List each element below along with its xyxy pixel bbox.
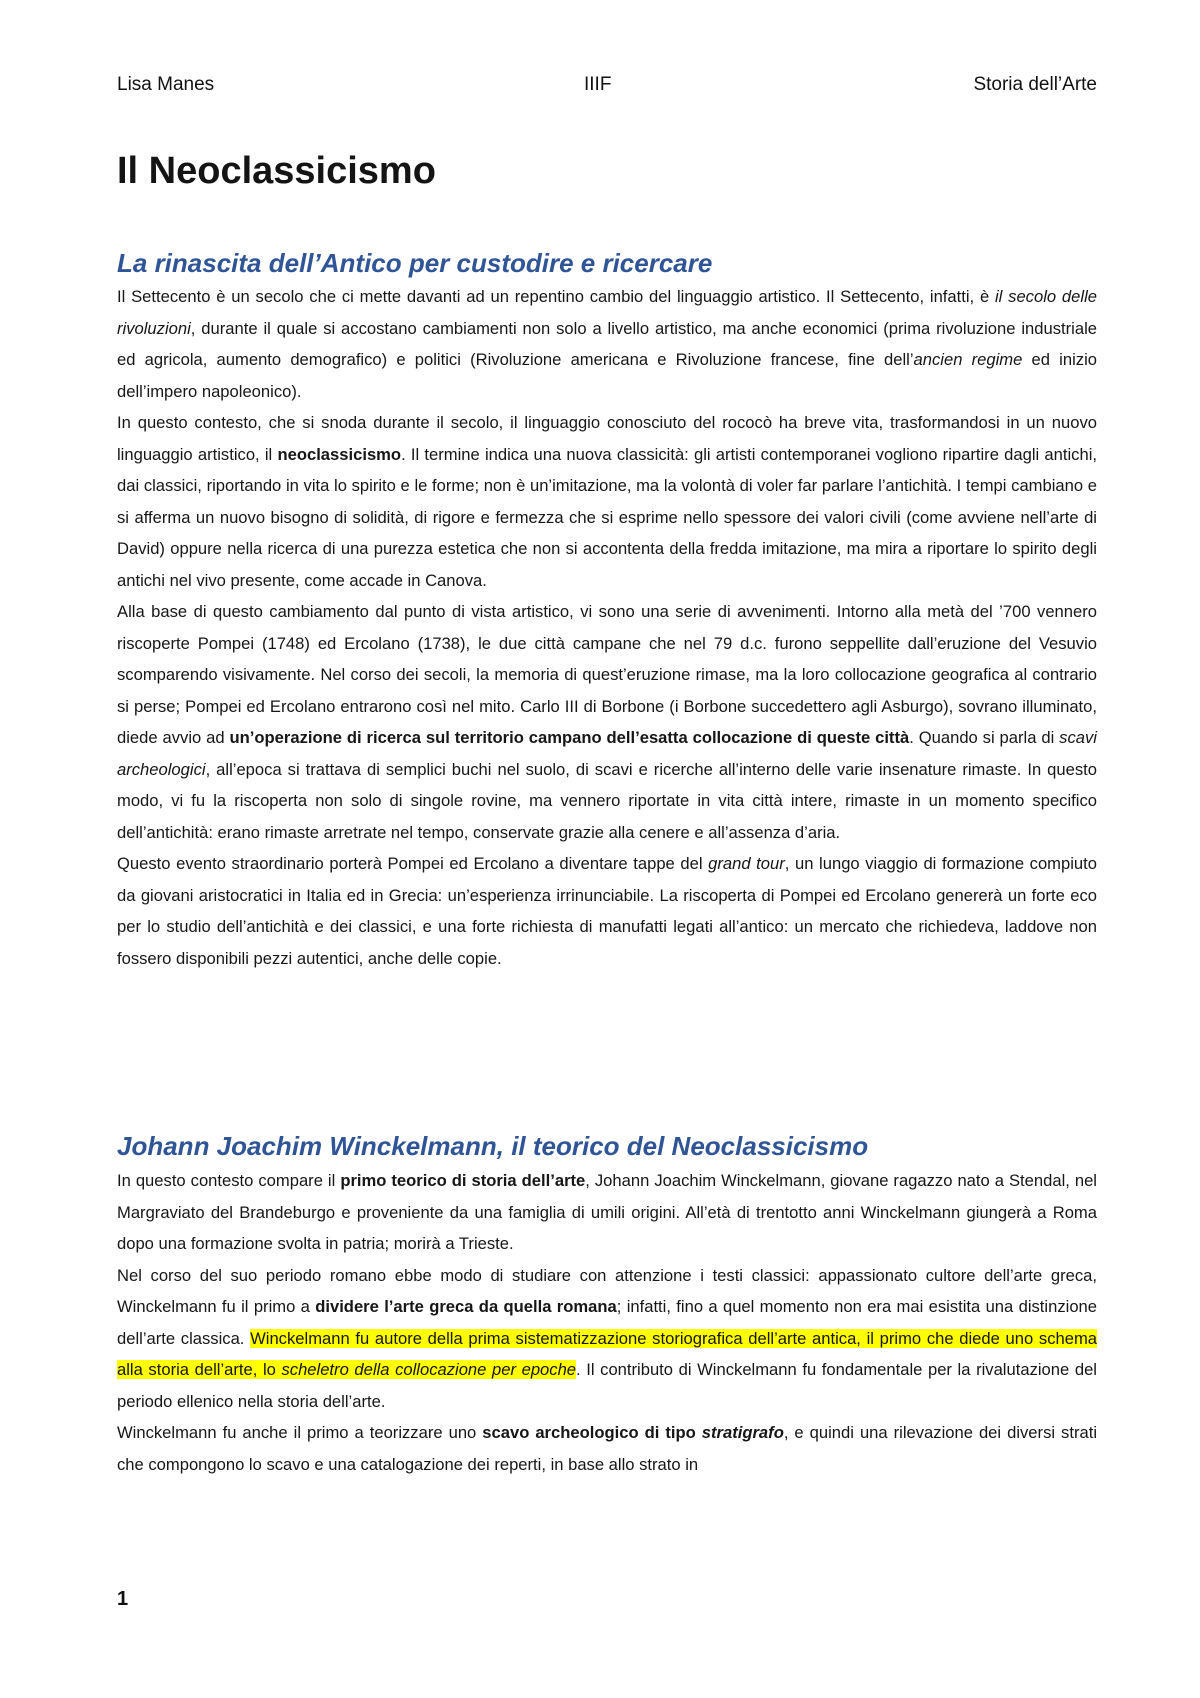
bold-text: un’operazione di ricerca sul territorio campano dell’esatta collocazione di queste città [229, 728, 910, 747]
text-run: Il Settecento è un secolo che ci mette davanti ad un repentino cambio del linguaggio artistico. Il Settecento, infatti, è [117, 287, 995, 306]
section-body-rinascita [117, 281, 1097, 974]
header-subject: Storia dell’Arte [973, 74, 1097, 95]
italic-text: ancien regime [913, 350, 1023, 369]
bold-text: scavo archeologico di tipo [482, 1423, 702, 1442]
header-author: Lisa Manes [117, 74, 215, 95]
highlighted-text: Winckelmann fu autore della prima sistematizzazione storiografica dell’arte antica, il primo che diede uno schema alla storia dell’arte, lo [117, 1328, 1097, 1379]
text-run: . Il contributo di Winckelmann fu fondamentale per la rivalutazione del periodo ellenico nella storia dell’arte. [117, 1360, 1097, 1411]
text-run: ed inizio dell’impero napoleonico). [117, 350, 1097, 401]
text-run: In questo contesto, che si snoda durante il secolo, il linguaggio conosciuto del rococò ha breve vita, trasformandosi in un nuovo linguaggio artistico, il [117, 413, 1097, 464]
highlighted-italic-text: scheletro della collocazione per epoche [281, 1360, 577, 1379]
bold-text: neoclassicismo [277, 444, 402, 464]
italic-text: il secolo delle rivoluzioni [117, 287, 1097, 338]
italic-text: scavi archeologici [117, 728, 1097, 779]
paragraph [117, 848, 1097, 974]
text-run: Alla base di questo cambiamento dal punto di vista artistico, vi sono una serie di avvenimenti. Intorno alla metà del ’700 vennero riscoperte Pompei (1748) ed Ercolano (1738), le due città campane che nel 79 d.c. furono seppellite dall’eruzione del Vesuvio scomparendo visivamente. Nel corso dei secoli, la memoria di quest’eruzione rimase, ma la loro collocazione geografica al contrario si perse; Pompei ed Ercolano entrarono così nel mito. Carlo III di Borbone (i Borbone succedettero agli Asburgo), sovrano illuminato, diede avvio ad [117, 602, 1097, 747]
paragraph [117, 1165, 1097, 1260]
running-header [117, 74, 1097, 100]
text-run: , durante il quale si accostano cambiamenti non solo a livello artistico, ma anche economici (prima rivoluzione industriale ed agricola, aumento demografico) e politici (Rivoluzione americana e Rivoluzione francese, fine dell’ [117, 318, 1097, 369]
text-run: In questo contesto compare il [117, 1171, 341, 1190]
text-run: , Johann Joachim Winckelmann, giovane ragazzo nato a Stendal, nel Margraviato del Brandeburgo e proveniente da una famiglia di umili origini. All’età di trentotto anni Winckelmann giungerà a Roma dopo una formazione svolta in patria; morirà a Trieste. [117, 1171, 1097, 1253]
paragraph [117, 596, 1097, 848]
section-body-winckelmann [117, 1165, 1097, 1480]
text-run: . Quando si parla di [909, 728, 1060, 747]
text-run: , un lungo viaggio di formazione compiuto da giovani aristocratici in Italia ed in Grecia: un’esperienza irrinunciabile. La riscoperta di Pompei ed Ercolano genererà un forte eco per lo studio dell’antichità e dei classici, e una forte richiesta di manufatti legati all’antico: un mercato che richiedeva, laddove non fossero disponibili pezzi autentici, anche delle copie. [117, 854, 1097, 968]
paragraph [117, 281, 1097, 407]
text-run: . Il termine indica una nuova classicità: gli artisti contemporanei vogliono ripartire dagli antichi, dai classici, riportando in vita lo spirito e le forme; non è un’imitazione, ma la volontà di voler far parlare l’antichità. I tempi cambiano e si afferma un nuovo bisogno di solidità, di rigore e fermezza che si esprime nello spessore dei valori civili (come avviene nell’arte di David) oppure nella ricerca di una purezza estetica che non si accontenta della fredda imitazione, ma mira a riportare lo spirito degli antichi nel vivo presente, come accade in Canova. [117, 444, 1097, 590]
text-run: ; infatti, fino a quel momento non era mai esistita una distinzione dell’arte classica. [117, 1297, 1098, 1348]
text-run: Nel corso del suo periodo romano ebbe modo di studiare con attenzione i testi classici: appassionato cultore dell’arte greca, Winckelmann fu il primo a [117, 1265, 1097, 1316]
text-run: Winckelmann fu anche il primo a teorizzare uno [117, 1423, 483, 1442]
document-title: Il Neoclassicismo [117, 150, 436, 192]
section-heading-winckelmann: Johann Joachim Winckelmann, il teorico del Neoclassicismo [117, 1131, 869, 1161]
section-heading-rinascita: La rinascita dell’Antico per custodire e ricercare [117, 248, 713, 278]
text-run: Questo evento straordinario porterà Pompei ed Ercolano a diventare tappe del [117, 854, 709, 873]
italic-text: grand tour [708, 854, 785, 873]
bold-text: dividere l’arte greca da quella romana [315, 1297, 617, 1316]
paragraph [117, 1417, 1097, 1480]
header-class: IIIF [584, 74, 612, 95]
text-run: , e quindi una rilevazione dei diversi strati che compongono lo scavo e una catalogazione dei reperti, in base allo strato in [117, 1423, 1098, 1474]
bold-italic-text: stratigrafo [701, 1423, 784, 1442]
page-number: 1 [117, 1588, 129, 1610]
paragraph [117, 1260, 1097, 1418]
paragraph [117, 407, 1097, 596]
bold-text: primo teorico di storia dell’arte [340, 1171, 586, 1190]
text-run: , all’epoca si trattava di semplici buchi nel suolo, di scavi e ricerche all’interno delle varie insenature rimaste. In questo modo, vi fu la riscoperta non solo di singole rovine, ma vennero riportate in vita città intere, rimaste in un momento specifico dell’antichità: erano rimaste arretrate nel tempo, conservate grazie alla cenere e all’assenza d’aria. [117, 759, 1097, 842]
